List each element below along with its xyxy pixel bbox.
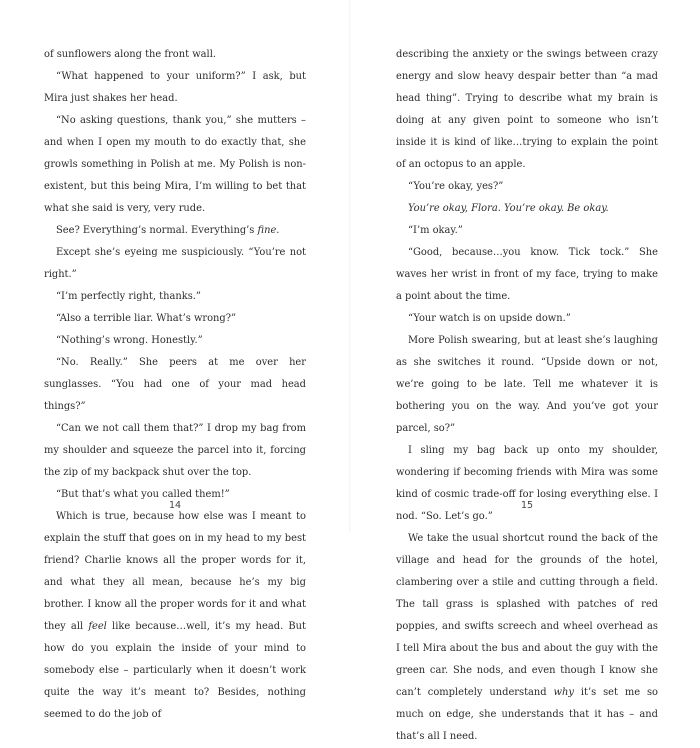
paragraph: We take the usual shortcut round the back of the village and head for the grounds of the hotel, clambering over a stile and cutting through a field. The tall grass is splashed with patches of red poppies, and swifts screech and wheel overhead as I tell Mira about the bus and about the guy with the green car. She nods, and even though I know she can’t completely understand why it’s set me so much on edge, she understands that it has – and that’s all I need.: [396, 533, 658, 742]
paragraph: “You’re okay, yes?”: [408, 181, 504, 192]
paragraph: “But that’s what you called them!”: [56, 489, 230, 500]
paragraph: Except she’s eyeing me suspiciously. “You’re not right.”: [44, 247, 306, 280]
paragraph: of sunflowers along the front wall.: [44, 49, 216, 60]
paragraph: “Can we not call them that?” I drop my bag from my shoulder and squeeze the parcel into it, forcing the zip of my backpack shut over the top.: [44, 423, 306, 478]
paragraph: “Also a terrible liar. What’s wrong?”: [56, 313, 237, 324]
paragraph: More Polish swearing, but at least she’s laughing as she switches it round. “Upside down or not, we’re going to be late. Tell me whatever it is bothering you on the way. And you’ve got your parcel, so?”: [396, 335, 658, 434]
left-page-text: [44, 44, 306, 726]
paragraph: See? Everything’s normal. Everything’s fine.: [56, 225, 280, 236]
paragraph: describing the anxiety or the swings between crazy energy and slow heavy despair better than “a mad head thing”. Trying to describe what my brain is doing at any given point to someone who isn’t inside it is kind of like…trying to explain the point of an octopus to an apple.: [396, 49, 658, 170]
paragraph: I sling my bag back up onto my shoulder, wondering if becoming friends with Mira was some kind of cosmic trade-off for losing everything else. I nod. “So. Let’s go.”: [396, 445, 658, 522]
paragraph: “I’m perfectly right, thanks.”: [56, 291, 201, 302]
paragraph: You’re okay, Flora. You’re okay. Be okay.: [408, 203, 609, 214]
left-page-number: 14: [168, 500, 182, 511]
paragraph: Which is true, because how else was I meant to explain the stuff that goes on in my head to my best friend? Charlie knows all the proper words for it, and what they all mean, because he’s my big brother. I know all the proper words for it and what they all feel like because…well, it’s my head. But how do you explain the inside of your mind to somebody else – particularly when it doesn’t work quite the way it’s meant to? Besides, nothing seemed to do the job of: [44, 511, 306, 720]
paragraph: “Your watch is on upside down.”: [408, 313, 571, 324]
paragraph: “What happened to your uniform?” I ask, but Mira just shakes her head.: [44, 71, 306, 104]
paragraph: “No. Really.” She peers at me over her sunglasses. “You had one of your mad head things?”: [44, 357, 306, 412]
paragraph: “I’m okay.”: [408, 225, 463, 236]
right-page-number: 15: [520, 500, 534, 511]
right-page-text: [396, 44, 658, 748]
paragraph: “Nothing’s wrong. Honestly.”: [56, 335, 203, 346]
paragraph: “No asking questions, thank you,” she mutters – and when I open my mouth to do exactly that, she growls something in Polish at me. My Polish is non-existent, but this being Mira, I’m willing to bet that what she said is very, very rude.: [44, 115, 306, 214]
page-gutter: [349, 0, 351, 533]
paragraph: “Good, because…you know. Tick tock.” She waves her wrist in front of my face, trying to make a point about the time.: [396, 247, 658, 302]
